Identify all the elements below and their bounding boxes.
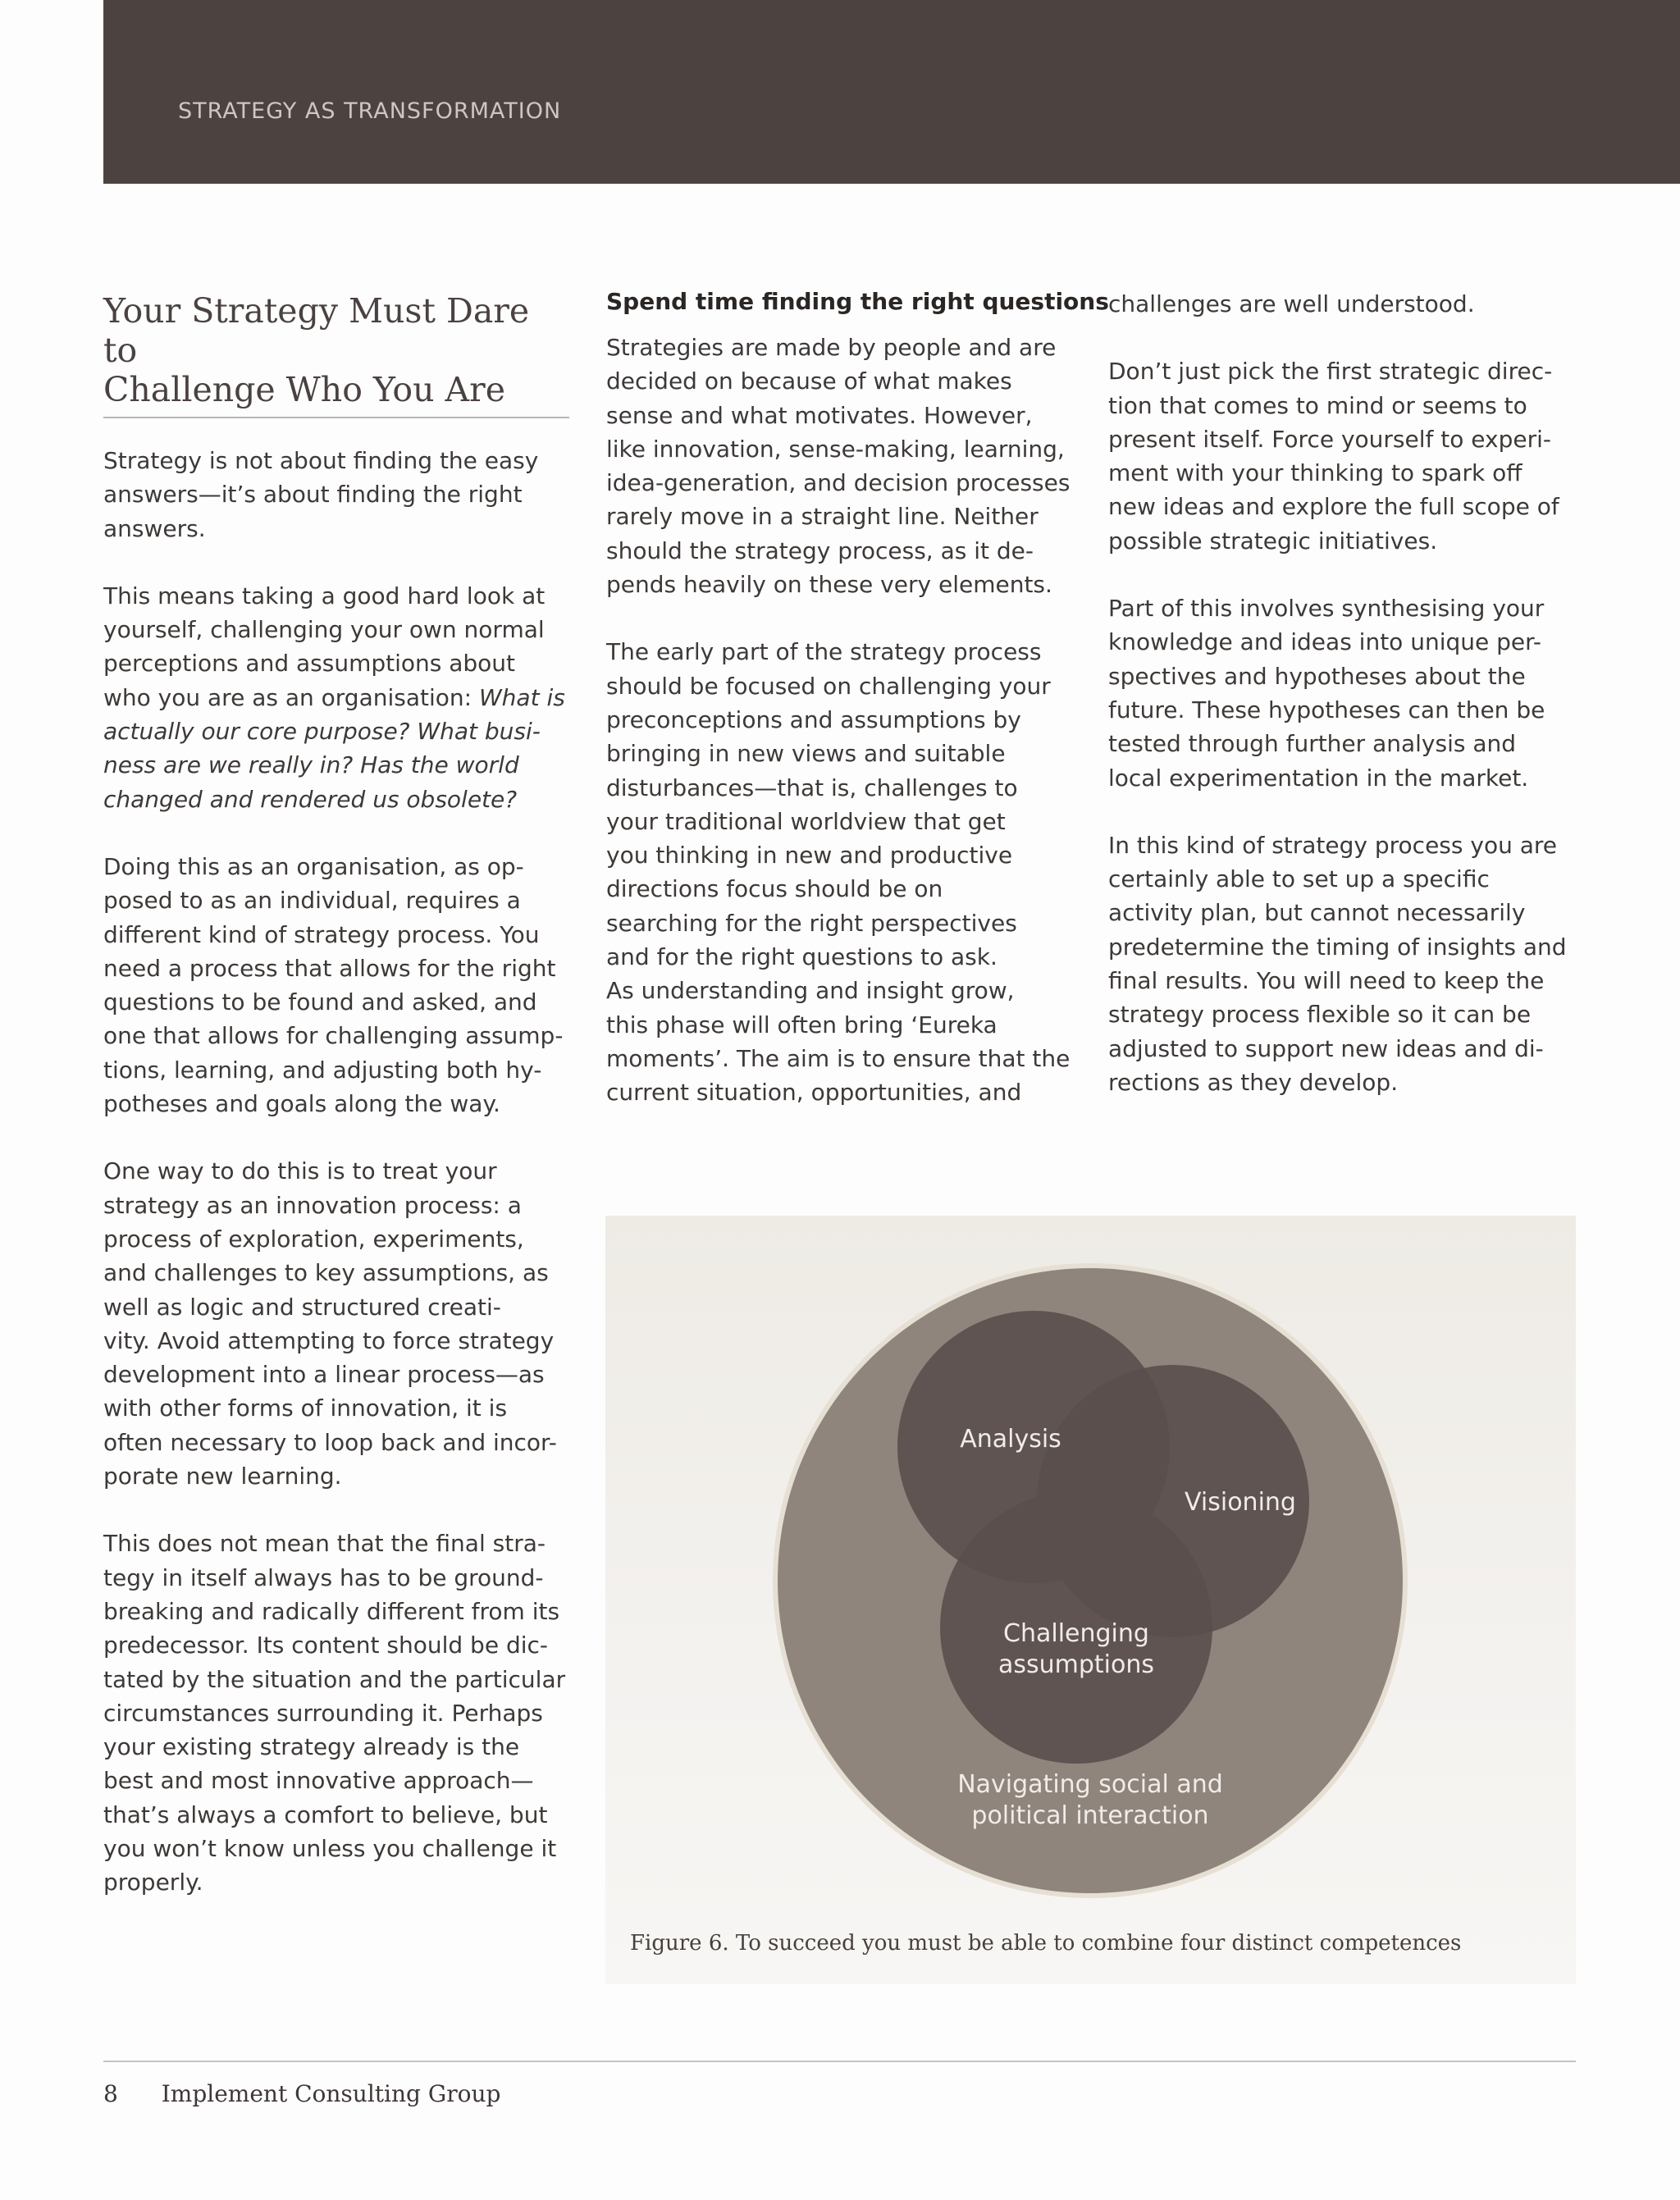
- paragraph: One way to do this is to treat your strategy as an innovation process: a process of exploration, experiments, and challenges to key assumptions, as well as logic and structured creati- vity. Avoid attempting to force strategy development into a linear process—as with other forms of innovation, it is often necessary to loop back and incor- porate new learning.: [103, 1157, 557, 1490]
- title-divider: [103, 417, 569, 418]
- venn-diagram: [605, 1216, 1576, 1921]
- figure-panel: [605, 1216, 1576, 1984]
- page-number: 8: [103, 2080, 118, 2107]
- paragraph: challenges are well understood.: [1108, 290, 1475, 317]
- label-political: political interaction: [971, 1801, 1209, 1830]
- footer-divider: [103, 2061, 1576, 2062]
- label-navigating: Navigating social and: [957, 1770, 1223, 1799]
- paragraph: This does not mean that the final stra- tegy in itself always has to be ground- breaking and radically different from its predecessor. Its content should be dic- tated by the situation and the particular circumstances surrounding it. Perhaps your existing strategy already is the best and most innovative approach— that’s always a comfort to believe, but you won’t know unless you challenge it properly.: [103, 1530, 566, 1896]
- subheading: Spend time finding the right questions: [606, 288, 1109, 315]
- label-assumptions: assumptions: [998, 1650, 1155, 1679]
- page-footer: [103, 2080, 500, 2107]
- header-bar: [103, 0, 1680, 184]
- paragraph: Strategy is not about finding the easy answers—it’s about finding the right answers.: [103, 447, 539, 542]
- paragraph: Doing this as an organisation, as op- posed to as an individual, requires a different kind of strategy process. You need a process that allows for the right questions to be found and asked, and one that allows for challenging assump- tions, learning, and adjusting both hy- potheses and goals along the way.: [103, 852, 564, 1118]
- paragraph: This means taking a good hard look at yourself, challenging your own normal perceptions and assumptions about who you are as an organisation: What is actually our core purpose? What busi- ness are we really in? Has the world changed and rendered us obsolete?: [103, 579, 571, 816]
- column-middle: [606, 288, 1109, 1143]
- publisher-name: Implement Consulting Group: [161, 2080, 501, 2107]
- article-title: Your Strategy Must Dare to Challenge Who You Are: [103, 291, 530, 409]
- paragraph: Strategies are made by people and are decided on because of what makes sense and what motivates. However, like innovation, sense-making, learning, idea-generation, and decision processes rarely move in a straight line. Neither should the strategy process, as it de- pends heavily on these very elements.: [606, 334, 1071, 599]
- italic-question: changed and rendered us obsolete?: [103, 785, 518, 813]
- paragraph: In this kind of strategy process you are certainly able to set up a specific activity plan, but cannot necessarily predetermine the timing of insights and final results. You will need to keep the strategy process flexible so it can be adjusted to support new ideas and di- rections as they develop.: [1108, 831, 1567, 1096]
- paragraph: The early part of the strategy process should be focused on challenging your preconceptions and assumptions by bringing in new views and suitable disturbances—that is, challenges to your traditional worldview that get you thinking in new and productive directions focus should be on searching for the right perspectives and for the right questions to ask. As understanding and insight grow, this phase will often bring ‘Eureka moments’. The aim is to ensure that the current situation, opportunities, and: [606, 638, 1071, 1107]
- italic-question: actually our core purpose? What busi-: [103, 718, 541, 746]
- label-analysis: Analysis: [960, 1425, 1061, 1454]
- paragraph: Don’t just pick the first strategic direc- tion that comes to mind or seems to present itself. Force yourself to experi- ment with your thinking to spark off new ideas and explore the full scope of possible strategic initiatives.: [1108, 358, 1559, 555]
- label-challenging: Challenging: [1003, 1619, 1149, 1648]
- column-left: [103, 291, 571, 1933]
- paragraph: Part of this involves synthesising your knowledge and ideas into unique per- spectives and hypotheses about the future. These hypotheses can then be tested through further analysis and local experimentation in the market.: [1108, 595, 1545, 792]
- italic-question: What is: [478, 683, 565, 711]
- column-right: [1108, 291, 1576, 1133]
- italic-question: ness are we really in? Has the world: [103, 751, 519, 779]
- label-visioning: Visioning: [1185, 1488, 1296, 1517]
- section-label: STRATEGY AS TRANSFORMATION: [178, 98, 562, 124]
- figure-caption: Figure 6. To succeed you must be able to combine four distinct competences: [630, 1931, 1462, 1956]
